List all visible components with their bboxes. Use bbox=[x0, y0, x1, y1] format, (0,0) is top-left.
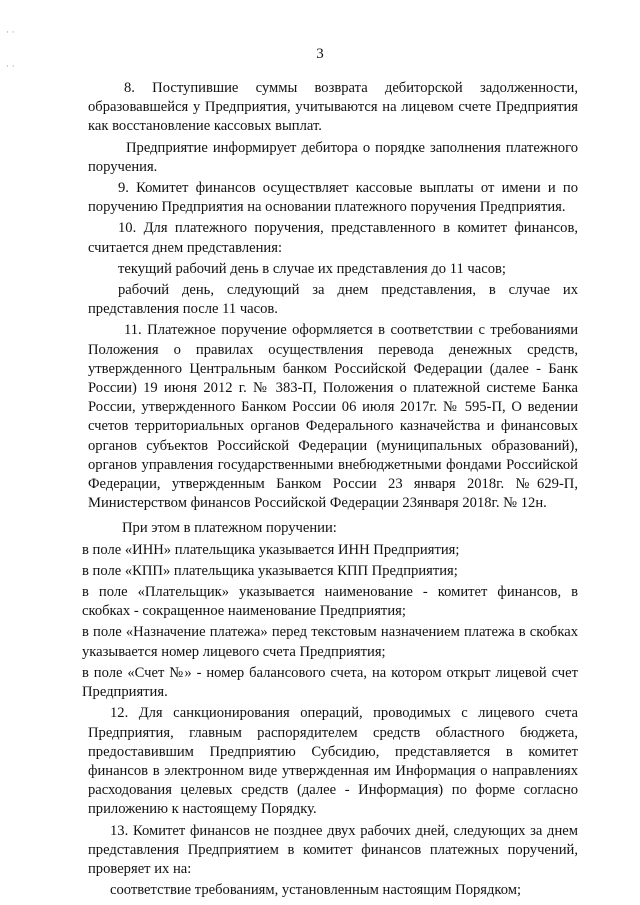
scan-speck: · · bbox=[6, 62, 15, 72]
list-item-payer: в поле «Плательщик» указывается наименование - комитет финансов, в скобках - сокращенное наименование Предприятия; bbox=[82, 584, 578, 620]
paragraph-8-debtor-info: Предприятие информирует дебитора о порядке заполнения платежного поручения. bbox=[88, 139, 578, 175]
paragraph-11: 11. Платежное поручение оформляется в соответствии с требованиями Положения о правилах осуществления перевода денежных средств, утвержденного Центральным банком Российской Федерации (далее - Банк России) 19 июня 2012 г. № 383-П, Положения о платежной системе Банка России, утвержденного Банком России 06 июля 2017г. № 595-П, О ведении счетов территориальных органов Федерального казначейства и финансовых органов субъектов Российской Федерации (муниципальных образований), органов управления государственными внебюджетными фондами Российской Федерации, утвержденным Банком России 23 января 2018г. №629-П, Министерством финансов Российской Федерации 23января 2018г. № 12н. bbox=[88, 322, 578, 512]
paragraph-10-after-11: рабочий день, следующий за днем представления, в случае их представления после 11 часов. bbox=[88, 282, 578, 318]
paragraph-8: 8. Поступившие суммы возврата дебиторской задолженности, образовавшейся у Предприятия, учитываются на лицевом счете Предприятия как восстановление кассовых выплат. bbox=[88, 80, 578, 135]
list-item-inn: в поле «ИНН» плательщика указывается ИНН Предприятия; bbox=[82, 541, 460, 558]
document-body bbox=[82, 79, 578, 902]
scan-speck: · · bbox=[6, 28, 15, 38]
paragraph-10: 10. Для платежного поручения, представленного в комитет финансов, считается днем представления: bbox=[88, 220, 578, 256]
paragraph-10-before-11: текущий рабочий день в случае их представления до 11 часов; bbox=[118, 260, 506, 277]
paragraph-11-intro: При этом в платежном поручении: bbox=[122, 520, 337, 537]
paragraph-13: 13. Комитет финансов не позднее двух рабочих дней, следующих за днем представления Предприятием в комитет финансов платежных поручений, проверяет их на: bbox=[88, 822, 578, 877]
paragraph-12: 12. Для санкционирования операций, проводимых с лицевого счета Предприятия, главным распорядителем средств областного бюджета, предоставившим Предприятию Субсидию, представляется в комитет финансов в электронном виде утвержденная им Информация о направлениях расходования целевых средств (далее - Информация) по форме согласно приложению к настоящему Порядку. bbox=[88, 705, 578, 818]
page-number: 3 bbox=[316, 46, 324, 62]
list-item-purpose: в поле «Назначение платежа» перед текстовым назначением платежа в скобках указывается номер лицевого счета Предприятия; bbox=[82, 624, 578, 660]
list-item-kpp: в поле «КПП» плательщика указывается КПП Предприятия; bbox=[82, 562, 458, 579]
paragraph-9: 9. Комитет финансов осуществляет кассовые выплаты от имени и по поручению Предприятия на основании платежного поручения Предприятия. bbox=[88, 180, 578, 216]
list-item-account: в поле «Счет №» - номер балансового счета, на котором открыт лицевой счет Предприятия. bbox=[82, 664, 578, 701]
paragraph-13-compliance: соответствие требованиям, установленным настоящим Порядком; bbox=[110, 882, 522, 899]
